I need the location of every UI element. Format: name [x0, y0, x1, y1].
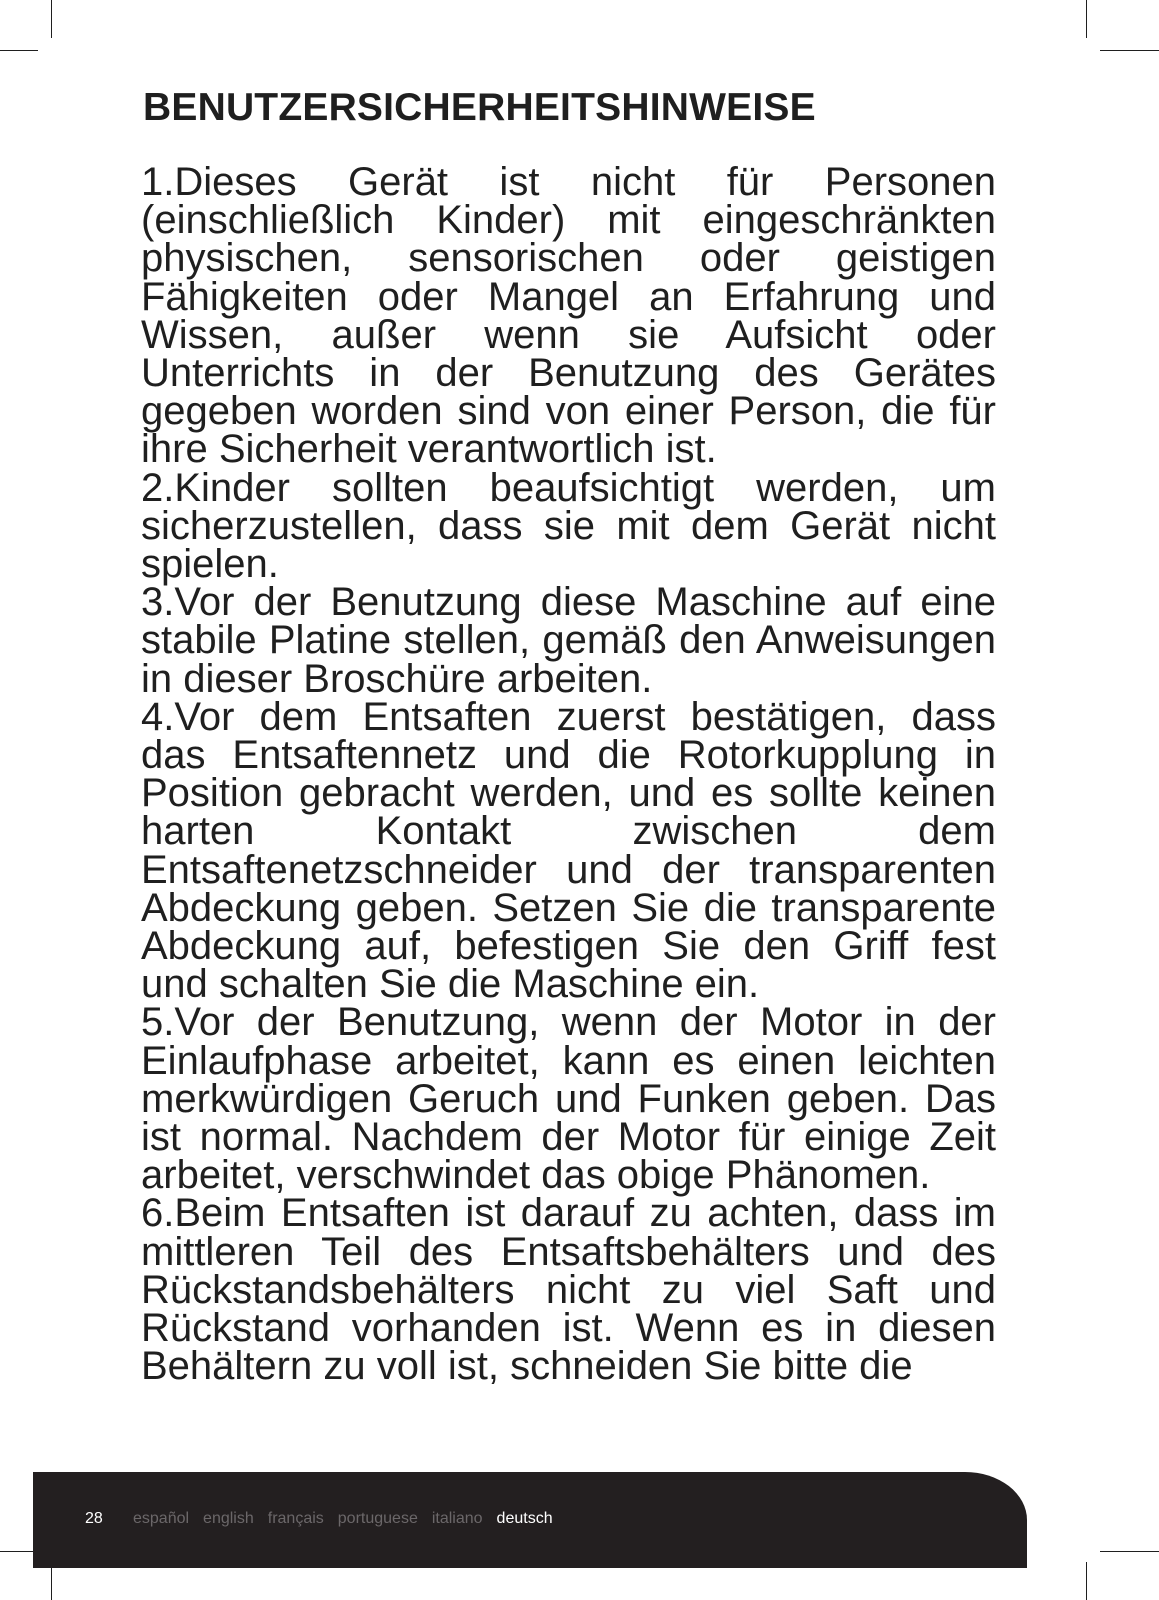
crop-mark-bottom-right-h: [1100, 1551, 1159, 1552]
language-deutsch[interactable]: deutsch: [496, 1510, 553, 1527]
instruction-1: 1.Dieses Gerät ist nicht für Personen (einschließlich Kinder) mit eingeschränkten physischen, sensorischen oder geistigen Fähigkeiten oder Mangel an Erfahrung und Wissen, außer wenn sie Aufsicht oder Unterrichts in der Benutzung des Gerätes gegeben worden sind von einer Person, die für ihre Sicherheit verantwortlich ist.: [141, 160, 996, 472]
language-nav: [133, 1510, 553, 1528]
safety-instructions: [141, 160, 996, 1389]
instruction-4: 4.Vor dem Entsaften zuerst bestätigen, dass das Entsaftennetz und die Rotorkupplung in Position gebracht werden, und es sollte keinen harten Kontakt zwischen dem Entsaftenetzschneider und der transparenten Abdeckung geben. Setzen Sie die transparente Abdeckung auf, befestigen Sie den Griff fest und schalten Sie die Maschine ein.: [141, 694, 996, 1007]
crop-mark-top-right-h: [1100, 50, 1159, 51]
language-english[interactable]: english: [203, 1510, 254, 1527]
crop-mark-top-right: [1086, 0, 1087, 38]
instruction-2: 2.Kinder sollten beaufsichtigt werden, um sicherzustellen, dass sie mit dem Gerät nicht spielen.: [141, 465, 996, 587]
crop-mark-bottom-right: [1086, 1562, 1087, 1600]
crop-mark-top-left: [51, 0, 52, 38]
language-portuguese[interactable]: portuguese: [337, 1510, 418, 1527]
page-title: BENUTZERSICHERHEITSHINWEISE: [143, 86, 816, 129]
language-francais[interactable]: français: [267, 1510, 324, 1527]
instruction-6: 6.Beim Entsaften ist darauf zu achten, dass im mittleren Teil des Entsaftsbehälters und des Rückstandsbehälters nicht zu viel Saft und Rückstand vorhanden ist. Wenn es in diesen Behältern zu voll ist, schneiden Sie bitte die: [141, 1191, 996, 1389]
instruction-3: 3.Vor der Benutzung diese Maschine auf eine stabile Platine stellen, gemäß den Anweisungen in dieser Broschüre arbeiten.: [141, 580, 996, 701]
instruction-5: 5.Vor der Benutzung, wenn der Motor in der Einlaufphase arbeitet, kann es einen leichten merkwürdigen Geruch und Funken geben. Das ist normal. Nachdem der Motor für einige Zeit arbeitet, verschwindet das obige Phänomen.: [141, 1000, 996, 1198]
page-number: 28: [85, 1510, 103, 1527]
language-italiano[interactable]: italiano: [431, 1510, 483, 1527]
crop-mark-top-left-h: [0, 50, 38, 51]
language-espanol[interactable]: español: [133, 1510, 190, 1527]
